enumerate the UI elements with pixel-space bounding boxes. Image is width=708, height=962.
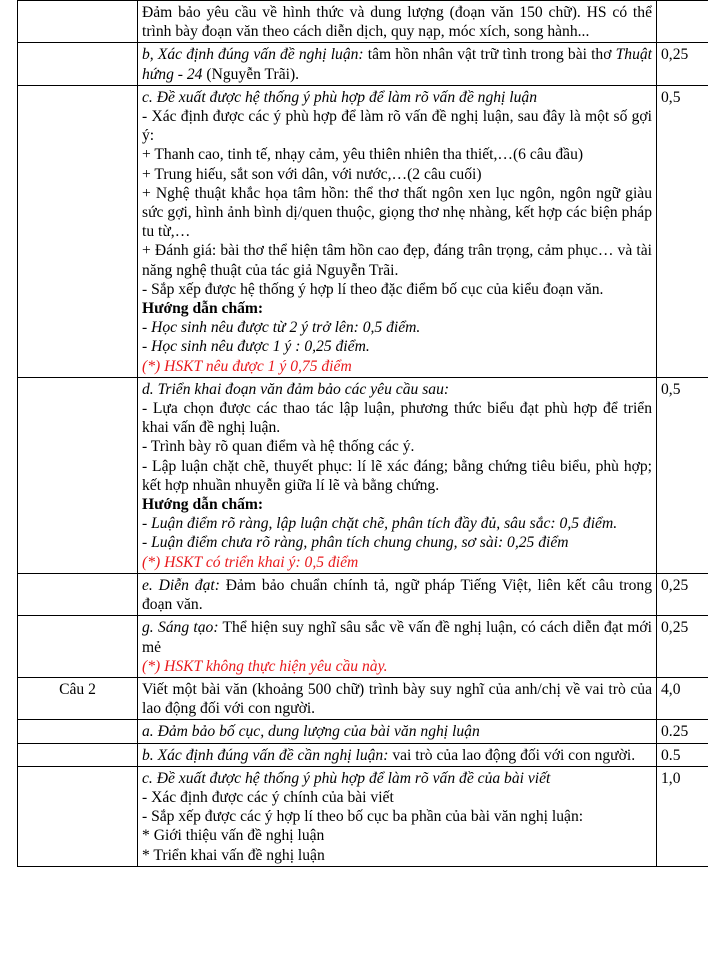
score-cell [657,616,708,678]
guide-title: Hướng dẫn chấm: [142,496,264,514]
row-b1 [18,43,708,85]
score-cell [657,743,708,766]
special-note: (*) HSKT có triển khai ý: 0,5 điểm [142,553,359,571]
criteria-cell [138,677,657,719]
score-value: 0,25 [661,46,689,64]
guide-line: - Học sinh nêu được từ 2 ý trở lên: 0,5 điểm. [142,319,421,337]
criteria-cell [138,743,657,766]
intro-text: Đảm bảo yêu cầu về hình thức và dung lượng (đoạn văn 150 chữ). HS có thể trình bày đoạn văn theo cách diễn dịch, quy nạp, móc xích, song hành... [142,4,652,41]
score-value: 0,5 [661,380,681,398]
question-cell [18,616,138,678]
row-e1 [18,573,708,615]
score-value: 0,5 [661,88,681,106]
criterion-line: + Đánh giá: bài thơ thể hiện tâm hồn cao đẹp, đáng trân trọng, cảm phục… và tài năng nghệ thuật của tác giả Nguyễn Trãi. [142,242,652,279]
score-cell [657,677,708,719]
question-cell [18,720,138,743]
guide-line: - Học sinh nêu được 1 ý : 0,25 điểm. [142,338,370,356]
score-value: 0.5 [661,746,681,764]
criterion-lead: c. Đề xuất được hệ thống ý phù hợp để làm rõ vấn đề của bài viết [142,769,551,787]
criteria-cell [138,616,657,678]
question-cell [18,677,138,719]
criterion-line: - Lựa chọn được các thao tác lập luận, phương thức biểu đạt phù hợp để triển khai vấn đề nghị luận. [142,400,652,437]
guide-line: - Luận điểm chưa rõ ràng, phân tích chung chung, sơ sài: 0,25 điểm [142,534,569,552]
question-cell [18,743,138,766]
score-cell [657,377,708,573]
score-value: 0,25 [661,619,689,637]
criterion-tail: (Nguyễn Trãi). [202,65,300,83]
score-cell [657,43,708,85]
guide-line: - Luận điểm rõ ràng, lập luận chặt chẽ, phân tích đầy đủ, sâu sắc: 0,5 điểm. [142,515,618,533]
score-cell [657,85,708,377]
criteria-cell [138,720,657,743]
criterion-lead: a. Đảm bảo bố cục, dung lượng của bài văn nghị luận [142,723,480,741]
row-c1 [18,85,708,377]
row-g1 [18,616,708,678]
question-cell [18,573,138,615]
question-cell [18,377,138,573]
row-c2 [18,766,708,866]
row-a2 [18,720,708,743]
criteria-cell [138,85,657,377]
score-cell [657,766,708,866]
row-intro [18,1,708,43]
criterion-lead: b. Xác định đúng vấn đề cần nghị luận: [142,746,389,764]
score-value: 0,25 [661,576,689,594]
row-question-2 [18,677,708,719]
criteria-cell [138,766,657,866]
criterion-lead: g. Sáng tạo: [142,619,219,637]
criterion-line: - Xác định được các ý phù hợp để làm rõ vấn đề nghị luận, sau đây là một số gợi ý: [142,108,652,145]
criteria-cell [138,377,657,573]
question-cell [18,766,138,866]
question-cell [18,1,138,43]
guide-title: Hướng dẫn chấm: [142,300,264,318]
criteria-cell [138,1,657,43]
criterion-line: * Triển khai vấn đề nghị luận [142,846,325,864]
score-value: 4,0 [661,680,681,698]
poem-title: Thuật hứng - 24 [142,46,652,83]
criterion-line: + Trung hiếu, sắt son với dân, với nước,…(2 câu cuối) [142,165,482,183]
criterion-line: - Sắp xếp được hệ thống ý hợp lí theo đặc điểm bố cục của kiểu đoạn văn. [142,280,604,298]
criterion-text: Đảm bảo chuẩn chính tả, ngữ pháp Tiếng Việt, liên kết câu trong đoạn văn. [142,576,652,614]
criterion-line: - Trình bày rõ quan điểm và hệ thống các ý. [142,438,415,456]
row-d1 [18,377,708,573]
criterion-text: tâm hồn nhân vật trữ tình trong bài thơ [363,46,616,64]
criterion-line: + Nghệ thuật khắc họa tâm hồn: thể thơ thất ngôn xen lục ngôn, ngôn ngữ giàu sức gợi, hình ảnh bình dị/quen thuộc, giọng thơ nhẹ nhàng, kết hợp các biện pháp tu từ,… [142,184,652,241]
question-cell [18,85,138,377]
criteria-cell [138,573,657,615]
score-value: 1,0 [661,769,681,787]
score-cell [657,720,708,743]
criterion-line: - Xác định được các ý chính của bài viết [142,788,394,806]
criterion-lead: b, Xác định đúng vấn đề nghị luận: [142,46,364,64]
question-cell [18,43,138,85]
criterion-text: vai trò của lao động đối với con người. [388,746,636,764]
score-cell [657,573,708,615]
criterion-line: - Lập luận chặt chẽ, thuyết phục: lí lẽ xác đáng; bằng chứng tiêu biểu, phù hợp; kết hợp nhuần nhuyễn giữa lí lẽ và bằng chứng. [142,457,652,494]
criterion-line: - Sắp xếp được các ý hợp lí theo bố cục ba phần của bài văn nghị luận: [142,808,584,826]
special-note: (*) HSKT nêu được 1 ý 0,75 điểm [142,357,352,375]
question-text: Viết một bài văn (khoảng 500 chữ) trình bày suy nghĩ của anh/chị về vai trò của lao động đối với con người. [142,680,652,718]
criterion-line: * Giới thiệu vấn đề nghị luận [142,827,325,845]
criterion-lead: e. Diễn đạt: [142,576,220,594]
criterion-text: Thể hiện suy nghĩ sâu sắc về vấn đề nghị luận, có cách diễn đạt mới mẻ [142,619,652,656]
criterion-lead: c. Đề xuất được hệ thống ý phù hợp để làm rõ vấn đề nghị luận [142,88,537,106]
score-cell [657,1,708,43]
row-b2 [18,743,708,766]
grading-table [17,0,708,867]
criterion-line: + Thanh cao, tinh tế, nhạy cảm, yêu thiên nhiên tha thiết,…(6 câu đầu) [142,146,584,164]
criteria-cell [138,43,657,85]
question-label: Câu 2 [59,680,96,698]
criterion-lead: d. Triển khai đoạn văn đảm bảo các yêu cầu sau: [142,380,450,398]
score-value: 0.25 [661,723,689,741]
special-note: (*) HSKT không thực hiện yêu cầu này. [142,657,388,675]
